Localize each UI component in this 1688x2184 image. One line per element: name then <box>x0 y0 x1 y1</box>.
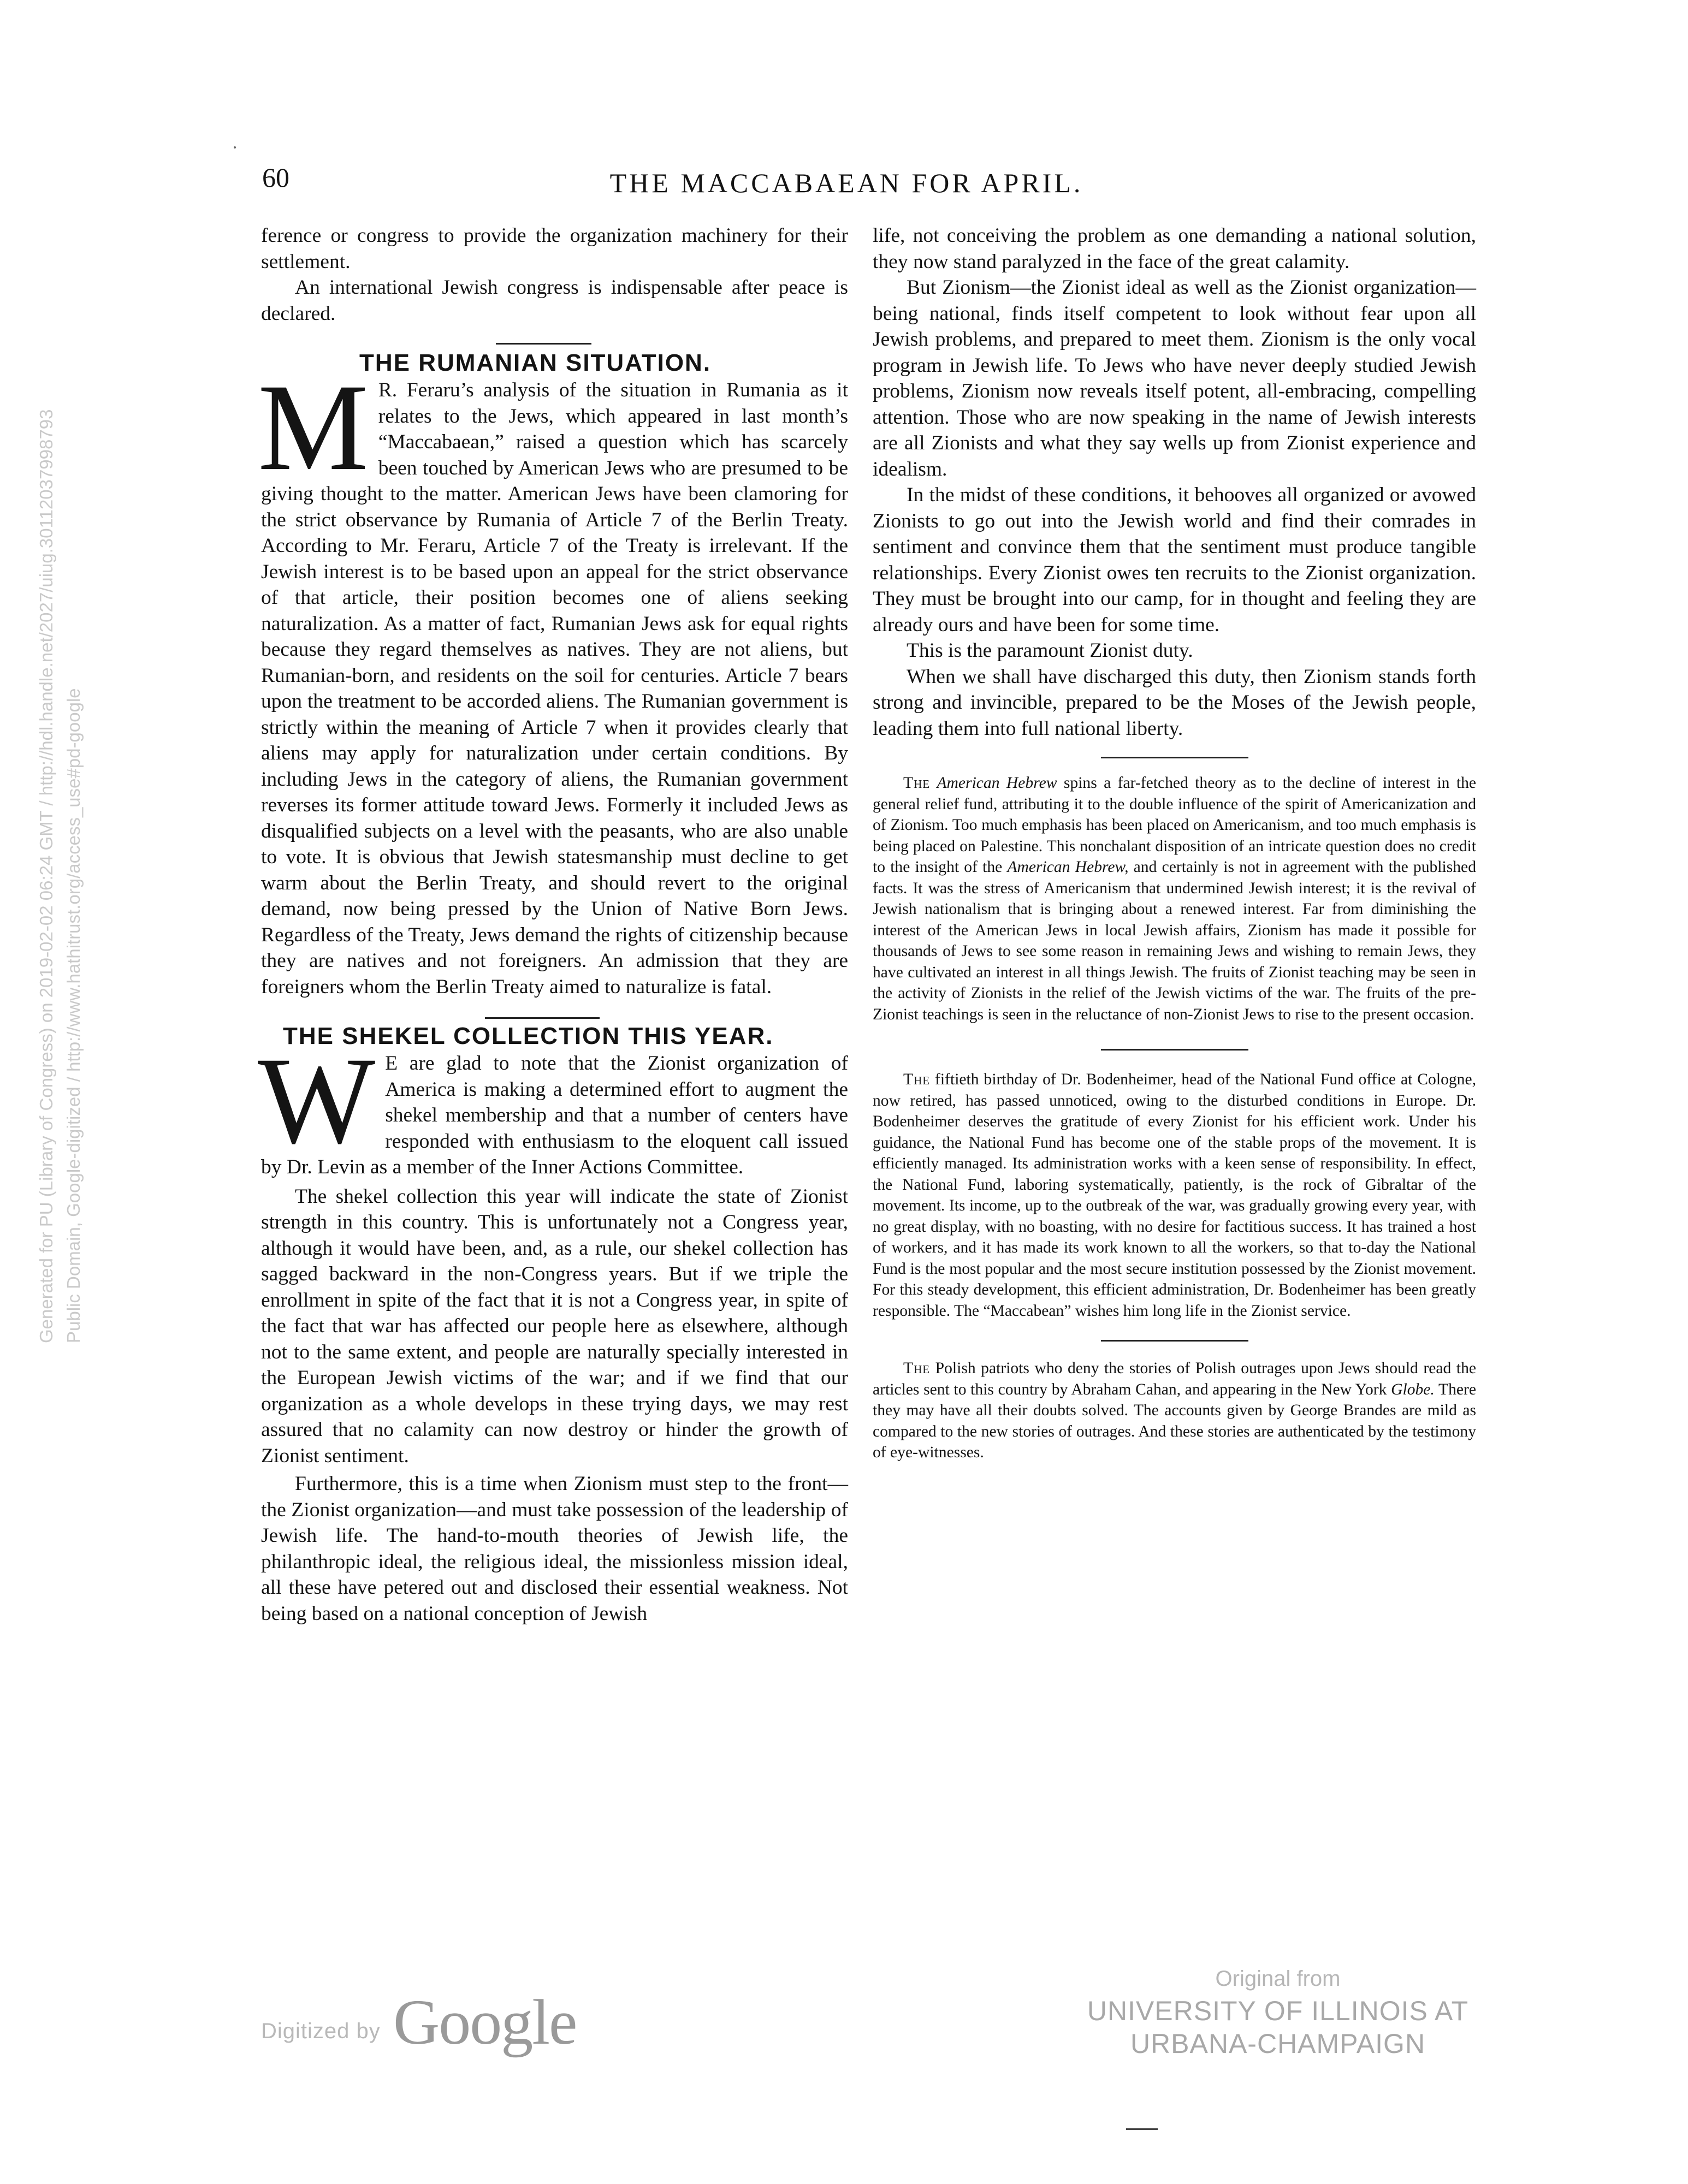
shekel-text-1: E are glad to note that the Zionist organization of America is making a determined effort to augment the shekel membership and that a number of centers have responded with enthusiasm to the eloquent call issued by Dr. Levin as a member of the Inner Actions Committee. <box>261 1052 848 1178</box>
bottom-rule <box>1126 2128 1158 2130</box>
right-paragraph-5: When we shall have discharged this duty, then Zionism stands forth strong and invincible, prepared to be the Moses of the Jewish people, leading them into full national liberty. <box>873 665 1476 740</box>
dropcap-w: W <box>258 1032 376 1170</box>
shekel-paragraph-3: Furthermore, this is a time when Zionism must step to the front—the Zionist organization—and must take possession of the leadership of Jewish life. The hand-to-mouth theories of Jewish life, the philanthropic ideal, the religious ideal, the missionless mission ideal, all these have petered out and disclosed their essential weakness. Not being based on a national conception of Jewish <box>261 1473 848 1625</box>
section-heading-rumanian: THE RUMANIAN SITUATION. <box>359 349 712 376</box>
publication-name: American Hebrew, <box>1007 858 1129 876</box>
page-number: 60 <box>262 162 289 193</box>
dropcap-m: M <box>258 359 369 496</box>
shekel-paragraph-2: The shekel collection this year will indicate the state of Zionist strength in this country. This is unfortunately not a Congress year, although it would have been, and, as a rule, our shekel collection has sagged backward in the non-Congress years. But if we triple the enrollment in spite of the fact that it is not a Congress year, in spite of the fact that war has affected our people here as elsewhere, although not to the same extent, and people are naturally specially interested in the European Jewish victims of the war; and if we find that our organization as a whole develops in these trying days, we may rest assured that no calamity can now destroy or hinder the growth of Zionist sentiment. <box>261 1185 848 1467</box>
right-paragraph-4: This is the paramount Zionist duty. <box>907 639 1193 662</box>
left-column <box>258 223 848 1627</box>
publication-name: Globe. <box>1391 1380 1435 1398</box>
right-column <box>873 223 1476 1463</box>
section-divider <box>1101 1049 1248 1051</box>
section-divider <box>1101 1340 1248 1342</box>
google-logo: Google <box>393 1986 577 2058</box>
intro-paragraph-2: An international Jewish congress is indispensable after peace is declared. <box>261 276 848 325</box>
university-name-line-1: UNIVERSITY OF ILLINOIS AT <box>1087 1996 1469 2026</box>
publication-name: American Hebrew <box>937 774 1057 792</box>
running-title: THE MACCABAEAN FOR APRIL. <box>609 168 1083 198</box>
note-polish-patriots: The Polish patriots who deny the stories of Polish outrages upon Jews should read the articles sent to this country by Abraham Cahan, and appearing in the New York Globe. There they may have all their doubts solved. The accounts given by George Brandes are mild as compared to the new stories of outrages. And these stories are authenticated by the testimony of eye-witnesses. <box>873 1360 1476 1461</box>
original-from-label: Original from <box>1215 1967 1341 1991</box>
intro-paragraph-1: ference or congress to provide the organization machinery for their settlement. <box>261 224 848 273</box>
right-paragraph-2: But Zionism—the Zionist ideal as well as the Zionist organization—being national, finds itself competent to look without fear upon all Jewish problems, and prepared to meet them. Zionism is the only vocal program in Jewish life. To Jews who have never deeply studied Jewish problems, Zionism now reveals itself potent, all-embracing, compelling attention. Those who are now speaking in the name of Jewish interests are all Zionists and what they say wells up from Zionist experience and idealism. <box>873 276 1476 480</box>
section-heading-shekel: THE SHEKEL COLLECTION THIS YEAR. <box>283 1023 774 1049</box>
section-divider <box>1101 757 1248 758</box>
section-divider <box>485 1017 600 1019</box>
hathitrust-sidebar-watermark: Generated for PU (Library of Congress) on 2019-02-02 06:24 GMT / http://hdl.handle.net/2027/uiug.30112037998793 Public Domain, Google-digitized / http://www.hathitrust.org/access_use#pd-google <box>36 409 84 1343</box>
note-american-hebrew: The American Hebrew spins a far-fetched theory as to the decline of interest in the general relief fund, attributing it to the double influence of the spirit of Americanization and of Zionism. Too much emphasis has been placed on Americanism, and too much emphasis is being placed on Palestine. This nonchalant disposition of an intricate question does no credit to the insight of the American Hebrew, and certainly is not in agreement with the published facts. It was the stress of Americanism that undermined Jewish interest; it is the revival of Jewish nationalism that is bringing about a renewed interest. Far from diminishing the interest of the American Jews in local Jewish affairs, Zionism has made it possible for thousands of Jews to see some reason in remaining Jews and wishing to remain Jews, they have cultivated an interest in all things Jewish. The fruits of Zionist teaching may be seen in the activity of Zionists in the relief of the Jewish victims of the war. The fruits of the pre-Zionist teachings is seen in the reluctance of non-Zionist Jews to rise to the present occasion. <box>873 774 1477 1023</box>
section-divider <box>496 343 591 345</box>
right-paragraph-3: In the midst of these conditions, it behooves all organized or avowed Zionists to go out into the Jewish world and find their comrades in sentiment and convince them that the sentiment must produce tangible relationships. Every Zionist owes ten recruits to the Zionist organization. They must be brought into our camp, for in thought and feeling they are already ours and have been for some time. <box>873 484 1476 636</box>
university-name-line-2: URBANA-CHAMPAIGN <box>1130 2028 1426 2059</box>
scan-dot <box>234 146 236 149</box>
rumanian-text: R. Feraru’s analysis of the situation in Rumania as it relates to the Jews, which appeared in last month’s “Maccabaean,” raised a question which has scarcely been touched by American Jews who are presumed to be giving thought to the matter. American Jews have been clamoring for the strict observance by Rumania of Article 7 of the Berlin Treaty. According to Mr. Feraru, Article 7 of the Treaty is irrelevant. If the Jewish interest is to be based upon an appeal for the strict observance of that article, their position becomes one of aliens seeking naturalization. As a matter of fact, Rumanian Jews ask for equal rights because they regard themselves as natives. They are not aliens, but Rumanian-born, and residents on the soil for centuries. Article 7 bears upon the treatment to be accorded aliens. The Rumanian government is strictly within the meaning of Article 7 when it provides clearly that aliens may apply for naturalization under certain conditions. By including Jews in the category of aliens, the Rumanian government reverses its former attitude toward Jews. Formerly it included Jews as disqualified subjects on a level with the peasants, who are also unable to vote. It is obvious that Jewish statesmanship must decline to get warm about the Berlin Treaty, and should revert to the original demand, now being pressed by the Union of Native Born Jews. Regardless of the Treaty, Jews demand the rights of citizenship because they are natives and not foreigners. An admission that they are foreigners whom the Berlin Treaty aimed to naturalize is fatal. <box>261 379 848 998</box>
digitized-by-label: Digitized by <box>261 2019 381 2043</box>
right-paragraph-1: life, not conceiving the problem as one demanding a national solution, they now stand paralyzed in the face of the great calamity. <box>873 224 1476 273</box>
note-bodenheimer: The fiftieth birthday of Dr. Bodenheimer, head of the National Fund office at Cologne, now retired, has passed unnoticed, owing to the disturbed conditions in Europe. Dr. Bodenheimer deserves the gratitude of every Zionist for his efficient work. Under his guidance, the National Fund has become one of the stable props of the movement. It is efficiently managed. Its administration works with a keen sense of responsibility. In effect, the National Fund, laboring systematically, patiently, is the rock of Gibraltar of the movement. Its income, up to the outbreak of the war, was gradually growing every year, with no great display, with no boasting, with no desire for factitious success. It has trained a host of workers, and it has made its work known to all the workers, so that to-day the National Fund is the most popular and the most secure institution possessed by the Zionist movement. For this steady development, this efficient administration, Dr. Bodenheimer has been greatly responsible. The “Maccabean” wishes him long life in the Zionist service. <box>873 1071 1476 1320</box>
